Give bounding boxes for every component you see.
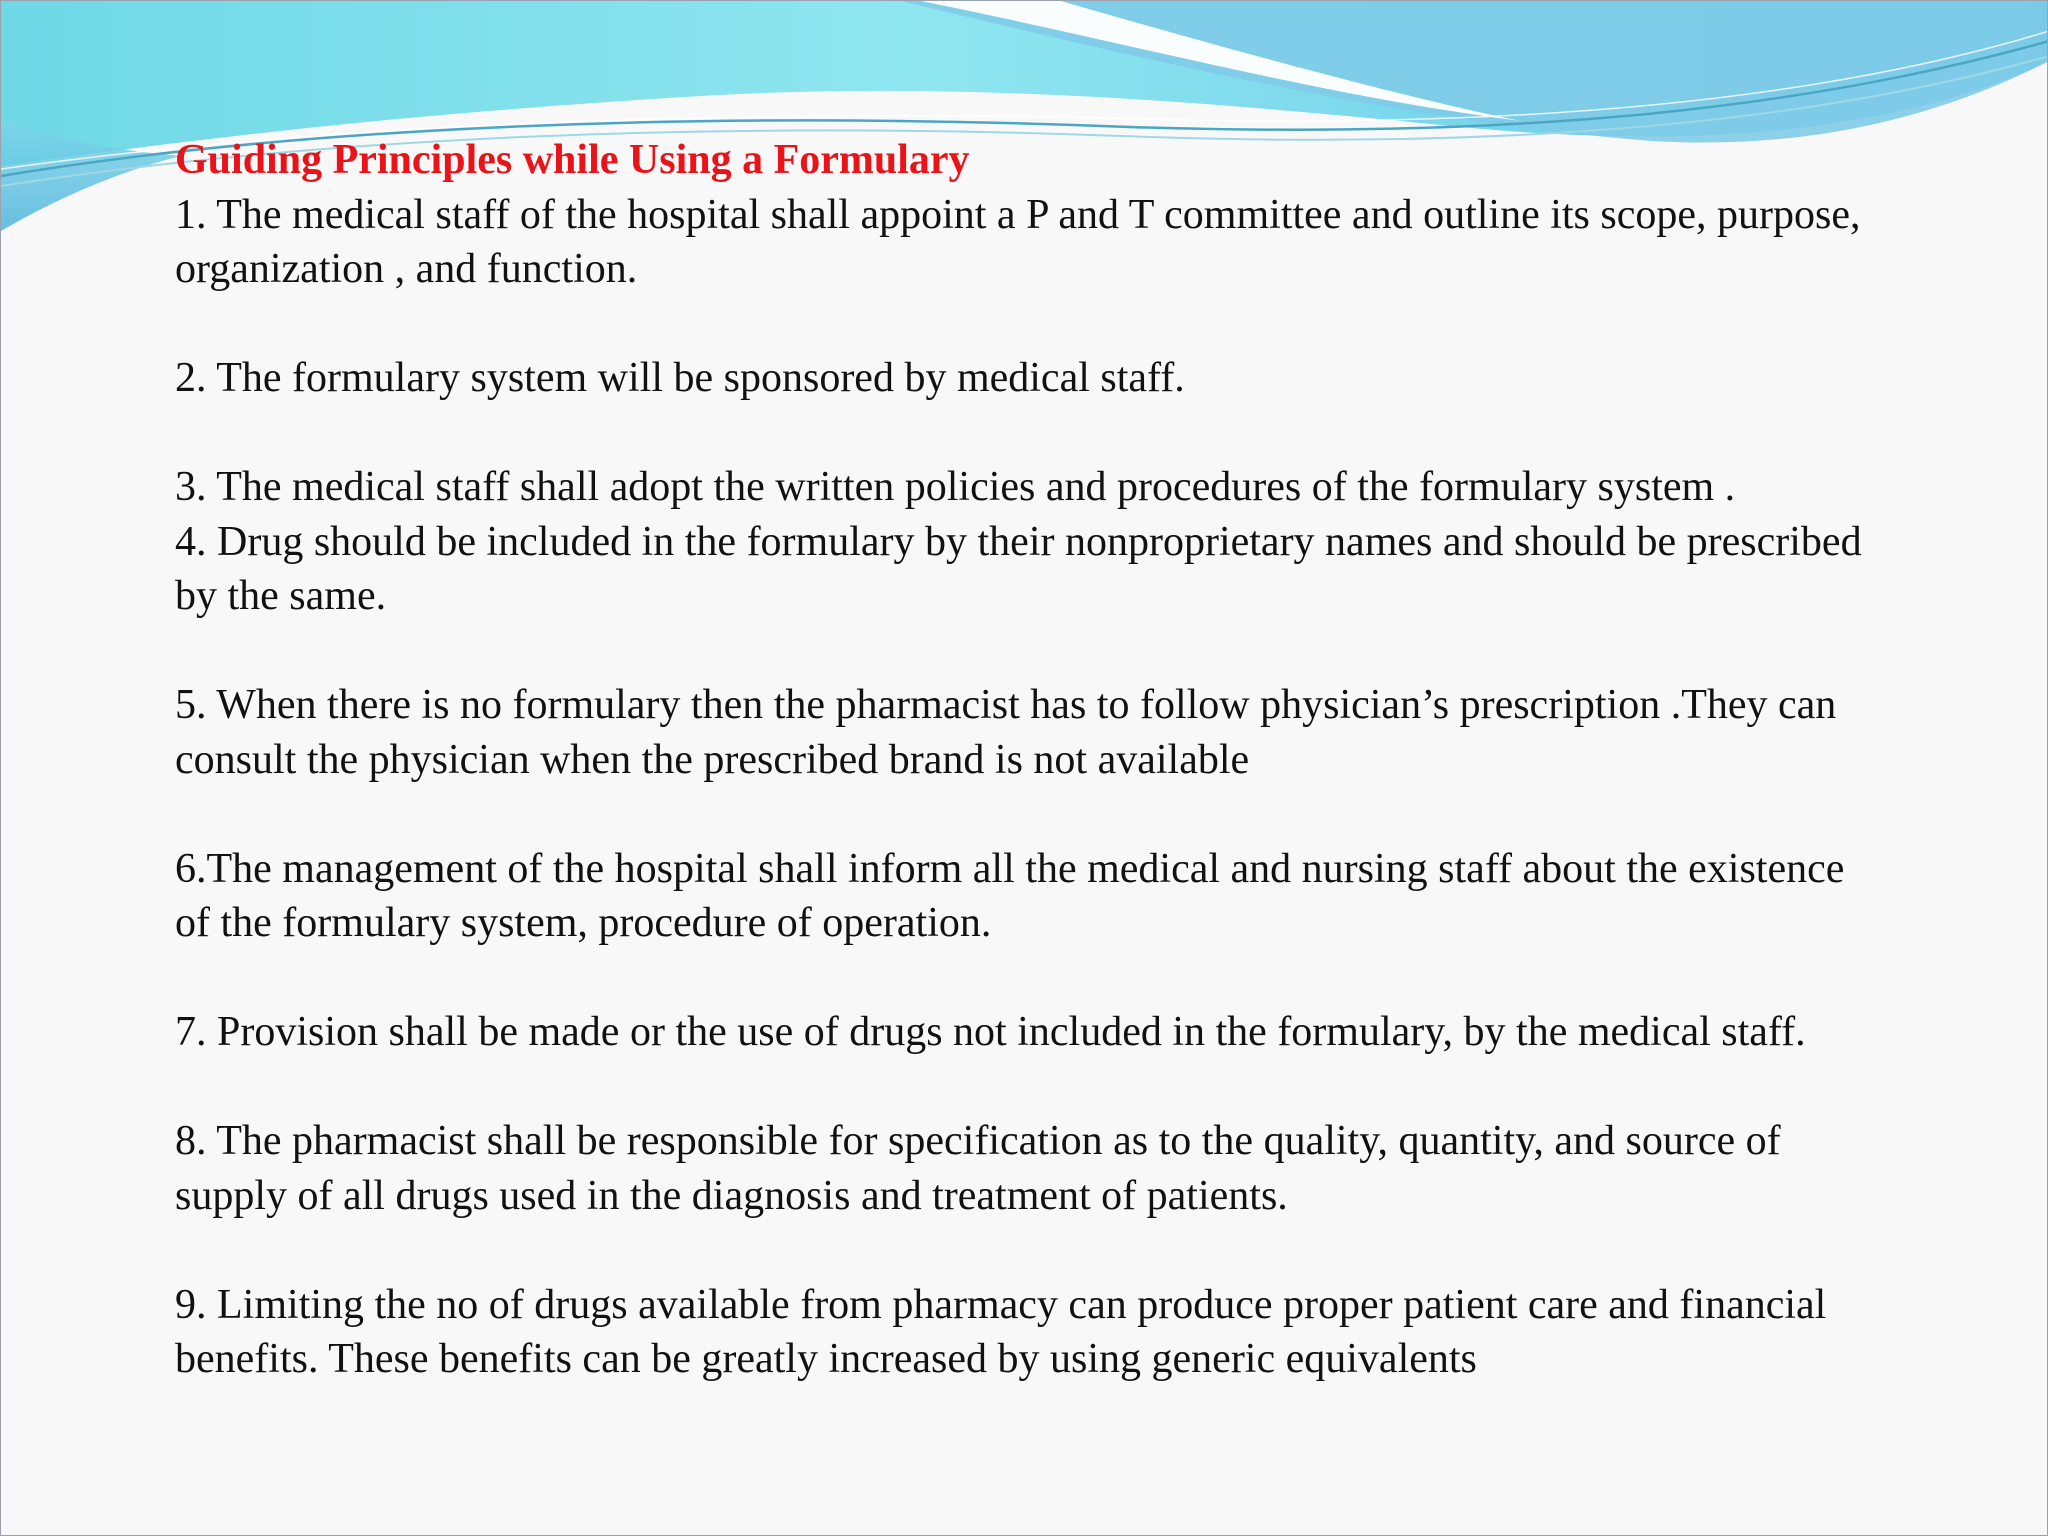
spacer [175, 1060, 1875, 1115]
principle-item-6: 6.The management of the hospital shall inform all the medical and nursing staff about the existence of the formulary system, procedure of operation. [175, 845, 1845, 946]
spacer [175, 787, 1875, 842]
principle-item-9: 9. Limiting the no of drugs available from pharmacy can produce proper patient care and financial benefits. These benefits can be greatly increased by using generic equivalents [175, 1281, 1827, 1382]
slide-title: Guiding Principles while Using a Formulary [175, 137, 970, 183]
slide-content [175, 133, 1875, 1387]
principle-item-7: 7. Provision shall be made or the use of drugs not included in the formulary, by the medical staff. [175, 1009, 1806, 1055]
spacer [175, 297, 1875, 352]
principle-item-1: 1. The medical staff of the hospital shall appoint a P and T committee and outline its scope, purpose, organization , and function. [175, 191, 1861, 292]
spacer [175, 624, 1875, 679]
principle-item-2: 2. The formulary system will be sponsored by medical staff. [175, 355, 1185, 401]
principle-item-4: 4. Drug should be included in the formulary by their nonproprietary names and should be prescribed by the same. [175, 518, 1862, 619]
principle-item-5: 5. When there is no formulary then the pharmacist has to follow physician’s prescription .They can consult the physician when the prescribed brand is not available [175, 682, 1837, 783]
spacer [175, 406, 1875, 461]
spacer [175, 951, 1875, 1006]
principle-item-3: 3. The medical staff shall adopt the written policies and procedures of the formulary system . [175, 464, 1736, 510]
spacer [175, 1223, 1875, 1278]
principle-item-8: 8. The pharmacist shall be responsible for specification as to the quality, quantity, and source of supply of all drugs used in the diagnosis and treatment of patients. [175, 1118, 1781, 1219]
